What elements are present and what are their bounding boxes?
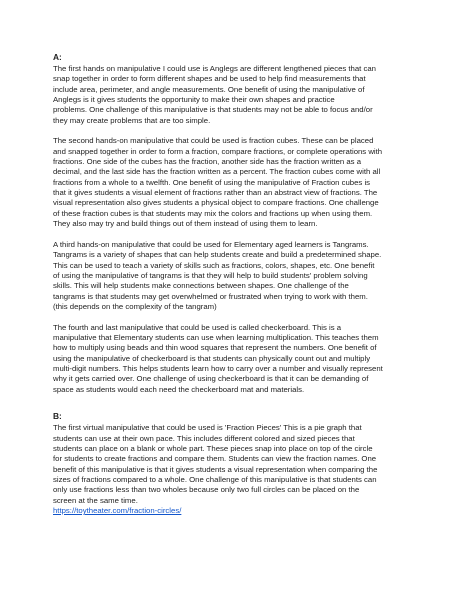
link-line — [53, 506, 425, 516]
document-page — [53, 52, 425, 527]
text-line: The fourth and last manipulative that could be used is called checkerboard. This is a — [53, 322, 342, 332]
text-line: problems. One challenge of this manipulative is that students may not be able to focus and/or — [53, 105, 373, 115]
text-line: fractions from a whole to a twelfth. One benefit of using the manipulative of Fraction cubes is — [53, 177, 371, 187]
text-line: of these fraction cubes is that students may mix the colors and fractions up when using them. — [53, 208, 373, 218]
paragraph-checkerboard — [53, 323, 425, 395]
text-line: (this depends on the complexity of the tangram) — [53, 301, 217, 311]
text-line: space as students would each need the checkerboard mat and materials. — [53, 384, 305, 394]
text-line: Tangrams is a variety of shapes that can help students create and build a predetermined shape. — [53, 250, 382, 260]
text-line: sizes of fractions compared to a whole. One challenge of this manipulative is that students can — [53, 475, 377, 485]
text-line: decimal, and the last side has the fraction written as a percent. The fraction cubes come with all — [53, 167, 381, 177]
text-line: snap together in order to form different shapes and be used to help find measurements that — [53, 74, 366, 84]
text-line: they may create problems that are too simple. — [53, 115, 211, 125]
text-line: of using the manipulative of tangrams is that they will help to build students' problem solving — [53, 270, 368, 280]
text-line: visual representation also gives students a physical object to compare fractions. One challenge — [53, 198, 379, 208]
text-line: Anglegs is it gives students the opportunity to make their own shapes and practice — [53, 95, 335, 105]
text-line: fractions. One side of the cubes has the fraction, another side has the fraction written as a — [53, 157, 362, 167]
paragraph-fraction-pieces — [53, 423, 425, 516]
text-line: skills. This will help students make connections between shapes. One challenge of the — [53, 281, 349, 291]
section-b-heading: B: — [53, 411, 62, 422]
section-b — [53, 411, 425, 516]
text-line: and snapped together in order to form a fraction, compare fractions, or complete operations with — [53, 146, 383, 156]
text-line: The first virtual manipulative that could be used is 'Fraction Pieces' This is a pie graph that — [53, 423, 362, 433]
text-line: include area, perimeter, and angle measurements. One benefit of using the manipulative of — [53, 84, 365, 94]
text-line: that it gives students a visual element of fractions rather than an abstract view of fractions. The — [53, 188, 378, 198]
paragraph-fraction-cubes — [53, 136, 425, 229]
text-line: A third hands-on manipulative that could be used for Elementary aged learners is Tangrams. — [53, 239, 369, 249]
section-a-heading: A: — [53, 52, 62, 62]
text-line: This can be used to teach a variety of skills such as fractions, colors, shapes, etc. One benefit — [53, 260, 375, 270]
text-line: The first hands on manipulative I could use is Anglegs are different lengthened pieces that can — [53, 64, 376, 73]
paragraph-tangrams — [53, 240, 425, 312]
text-line: students can place on a blank or whole part. These pieces snap into place on top of the circle — [53, 444, 373, 454]
text-line: only use fractions less than two wholes because only two full circles can be placed on the — [53, 485, 360, 495]
fraction-circles-link[interactable]: https://toytheater.com/fraction-circles/ — [53, 506, 182, 516]
text-line: screen at the same time. — [53, 495, 138, 505]
text-line: The second hands-on manipulative that could be used is fraction cubes. These can be placed — [53, 136, 374, 146]
text-line: how to multiply using beads and thin wood squares that represent the numbers. One benefit of — [53, 343, 377, 353]
text-line: using the manipulative of checkerboard is that students can physically count out and multiply — [53, 353, 371, 363]
paragraph-anglegs — [53, 64, 425, 126]
text-line: multi-digit numbers. This helps students learn how to carry over a number and visually represent — [53, 363, 383, 373]
text-line: benefit of this manipulative is that it gives students a visual representation when comparing the — [53, 464, 378, 474]
section-a — [53, 52, 425, 395]
text-line: They also may try and build things out of them instead of using them to learn. — [53, 219, 318, 229]
text-line: tangrams is that students may get overwhelmed or frustrated when trying to work with them. — [53, 291, 368, 301]
text-line: why it gets carried over. One challenge of using checkerboard is that it can be demanding of — [53, 374, 369, 384]
text-line: for students to create fractions and compare them. Students can view the fraction names. One — [53, 454, 377, 464]
text-line: manipulative that Elementary students can use when learning multiplication. This teaches them — [53, 332, 379, 342]
text-line: students can use at their own pace. This includes different colored and sized pieces that — [53, 433, 355, 443]
